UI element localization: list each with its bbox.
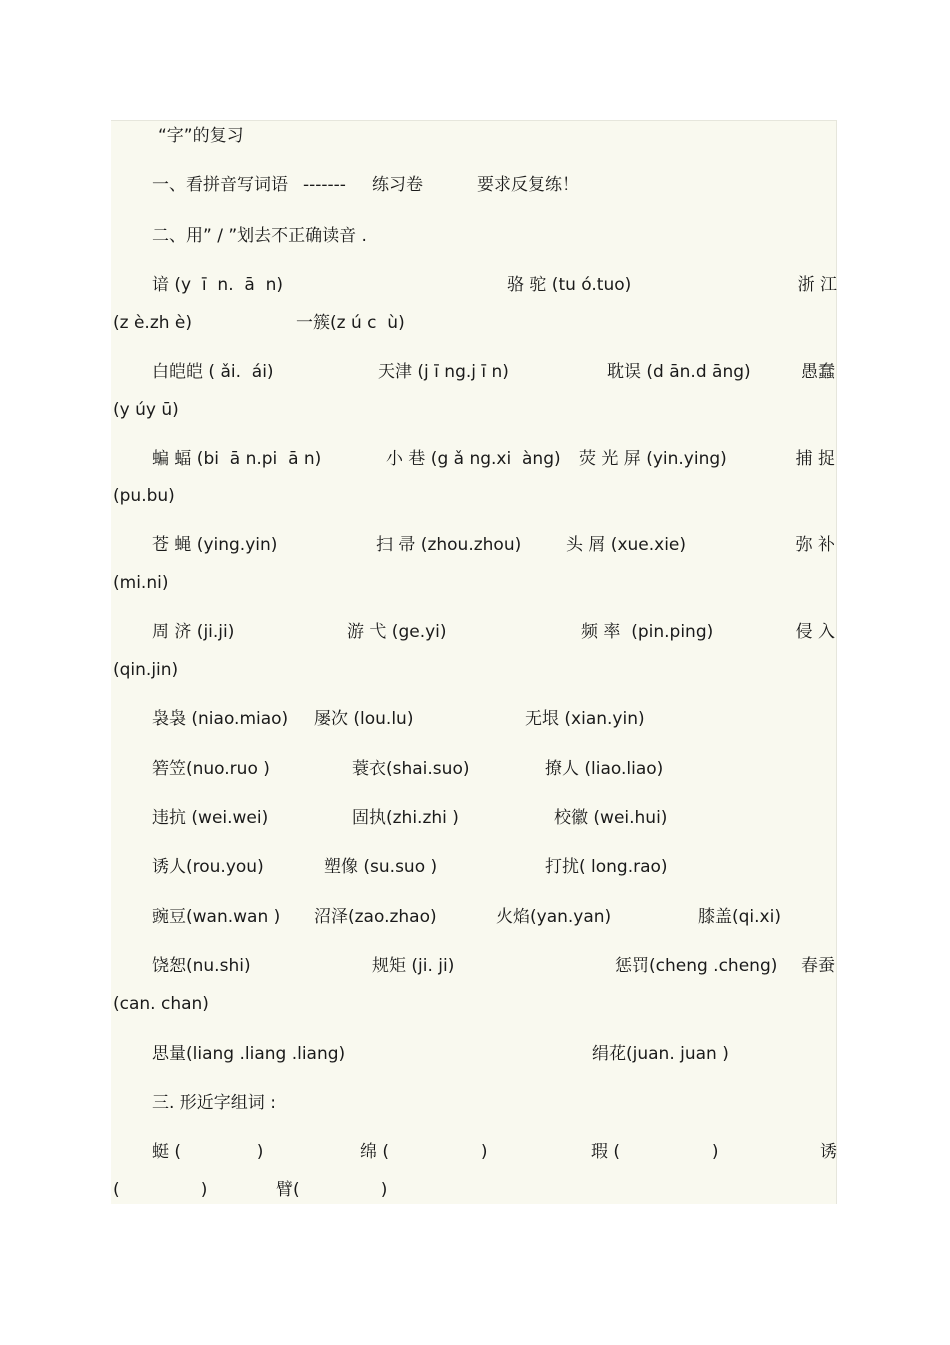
list-item: 捕 捉: [795, 449, 835, 469]
list-item: 荧 光 屏 (yin.ying): [579, 449, 727, 469]
section1-exercise: 练习卷: [372, 175, 423, 195]
list-item: 游 弋 (ge.yi): [347, 622, 447, 642]
list-item: 打扰( long.rao): [545, 857, 668, 877]
list-item: 思量(liang .liang .liang): [152, 1044, 346, 1064]
list-item: 饶恕(nu.shi): [152, 956, 251, 976]
list-item: 撩人 (liao.liao): [545, 759, 664, 779]
list-item: 火焰(yan.yan): [496, 907, 612, 927]
list-item: 频 率 (pin.ping): [581, 622, 714, 642]
list-item: (pu.bu): [113, 486, 175, 506]
list-item: 周 济 (ji.ji): [152, 622, 235, 642]
list-item: 违抗 (wei.wei): [152, 808, 269, 828]
section1-label: 一、看拼音写词语: [152, 175, 288, 195]
list-item: 沼泽(zao.zhao): [314, 907, 437, 927]
list-item: 规矩 (ji. ji): [372, 956, 455, 976]
fill-blank-item: ( ): [113, 1180, 208, 1200]
list-item: 头 屑 (xue.xie): [566, 535, 687, 555]
fill-blank-item: 臂( ): [276, 1180, 388, 1200]
list-item: 塑像 (su.suo ): [324, 857, 438, 877]
list-item: 春蚕: [801, 956, 835, 976]
list-item: 屡次 (lou.lu): [314, 709, 414, 729]
list-item: 无垠 (xian.yin): [525, 709, 645, 729]
list-item: 谙 (y ī n. ā n): [152, 275, 284, 295]
fill-blank-item: 瑕 ( ): [591, 1142, 719, 1162]
list-item: 蝙 蝠 (bi ā n.pi ā n): [152, 449, 322, 469]
section2-label: 二、用” / ”划去不正确读音 .: [152, 226, 367, 246]
list-item: 校徽 (wei.hui): [554, 808, 668, 828]
list-item: 愚蠢: [801, 362, 835, 382]
document-title: “字”的复习: [158, 126, 244, 146]
list-item: (qin.jin): [113, 660, 179, 680]
list-item: 一簇(z ú c ù): [296, 313, 405, 333]
list-item: 浙 江: [797, 275, 837, 295]
list-item: 骆 驼 (tu ó.tuo): [507, 275, 632, 295]
list-item: 袅袅 (niao.miao): [152, 709, 289, 729]
list-item: 弥 补: [795, 535, 835, 555]
list-item: 诱人(rou.you): [152, 857, 264, 877]
fill-blank-item: 蜓 ( ): [152, 1142, 264, 1162]
list-item: (can. chan): [113, 994, 209, 1014]
list-item: 天津 (j ī ng.j ī n): [378, 362, 509, 382]
fill-blank-item: 绵 ( ): [360, 1142, 488, 1162]
list-item: (y úy ū): [113, 400, 179, 420]
list-item: 蓑衣(shai.suo): [352, 759, 470, 779]
list-item: 惩罚(cheng .cheng): [615, 956, 778, 976]
list-item: 固执(zhi.zhi ): [352, 808, 459, 828]
list-item: 扫 帚 (zhou.zhou): [376, 535, 522, 555]
list-item: 绢花(juan. juan ): [592, 1044, 729, 1064]
list-item: 白皑皑 ( ǎi. ái): [152, 362, 274, 382]
list-item: 苍 蝇 (ying.yin): [152, 535, 278, 555]
list-item: 侵 入: [795, 622, 835, 642]
section1-dashes: -------: [303, 175, 346, 195]
list-item: 膝盖(qi.xi): [698, 907, 781, 927]
list-item: (z è.zh è): [113, 313, 193, 333]
list-item: 箬笠(nuo.ruo ): [152, 759, 270, 779]
section3-label: 三. 形近字组词 :: [152, 1093, 276, 1113]
list-item: 耽误 (d ān.d āng): [607, 362, 751, 382]
section1-requirement: 要求反复练！: [477, 175, 579, 195]
list-item: 小 巷 (g ǎ ng.xi àng): [386, 449, 561, 469]
list-item: (mi.ni): [113, 573, 169, 593]
fill-blank-item: 诱: [820, 1142, 837, 1162]
list-item: 豌豆(wan.wan ): [152, 907, 281, 927]
